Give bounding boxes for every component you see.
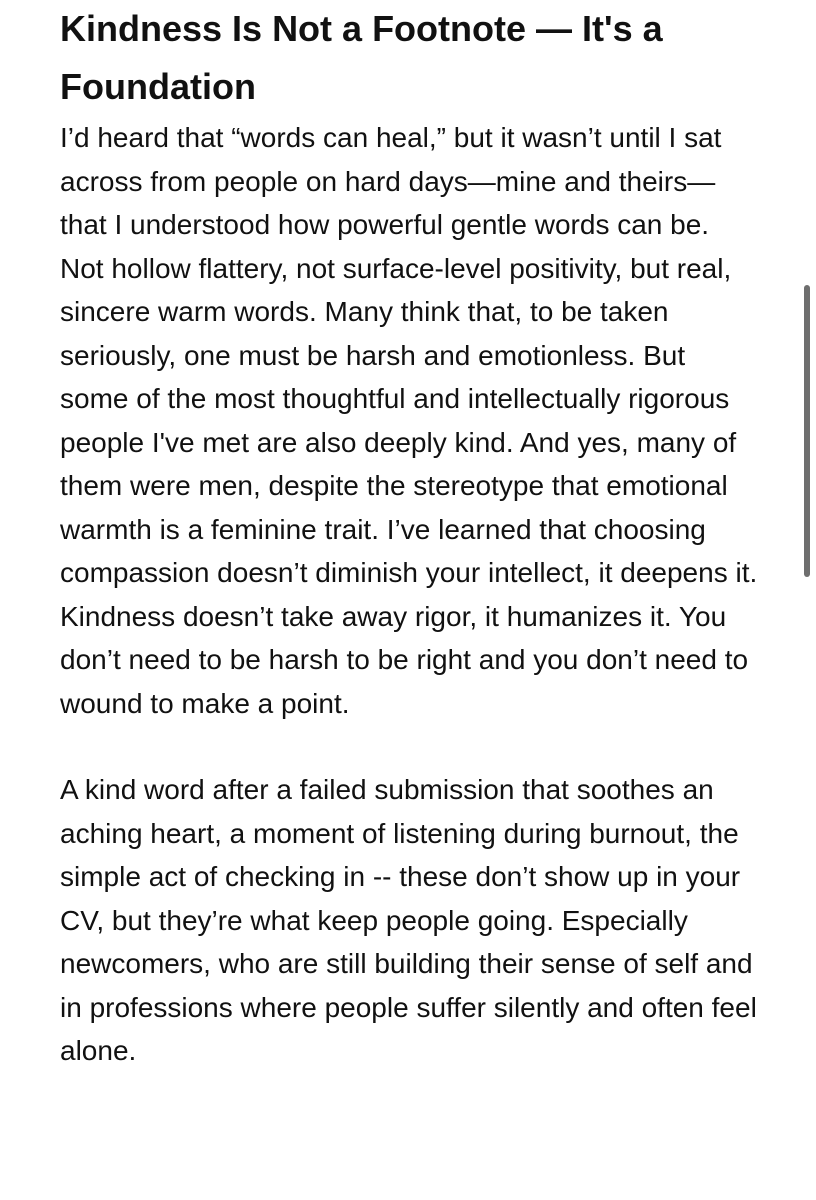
article-title: Kindness Is Not a Footnote — It's a Foundation (60, 8, 663, 107)
scrollbar-thumb[interactable] (804, 285, 810, 577)
article-paragraph-1: I’d heard that “words can heal,” but it wasn’t until I sat across from people on hard days—mine and theirs—that I understood how powerful gentle words can be. Not hollow flattery, not surface-level positivity, but real, sincere warm words. Many think that, to be taken seriously, one must be harsh and emotionless. But some of the most thoughtful and intellectually rigorous people I've met are also deeply kind. And yes, many of them were men, despite the stereotype that emotional warmth is a feminine trait. I’ve learned that choosing compassion doesn’t diminish your intellect, it deepens it. Kindness doesn’t take away rigor, it humanizes it. You don’t need to be harsh to be right and you don’t need to wound to make a point. (60, 122, 758, 719)
article (60, 0, 760, 1073)
article-paragraph-2: A kind word after a failed submission that soothes an aching heart, a moment of listening during burnout, the simple act of checking in -- these don’t show up in your CV, but they’re what keep people going. Especially newcomers, who are still building their sense of self and in professions where people suffer silently and often feel alone. (60, 774, 757, 1066)
